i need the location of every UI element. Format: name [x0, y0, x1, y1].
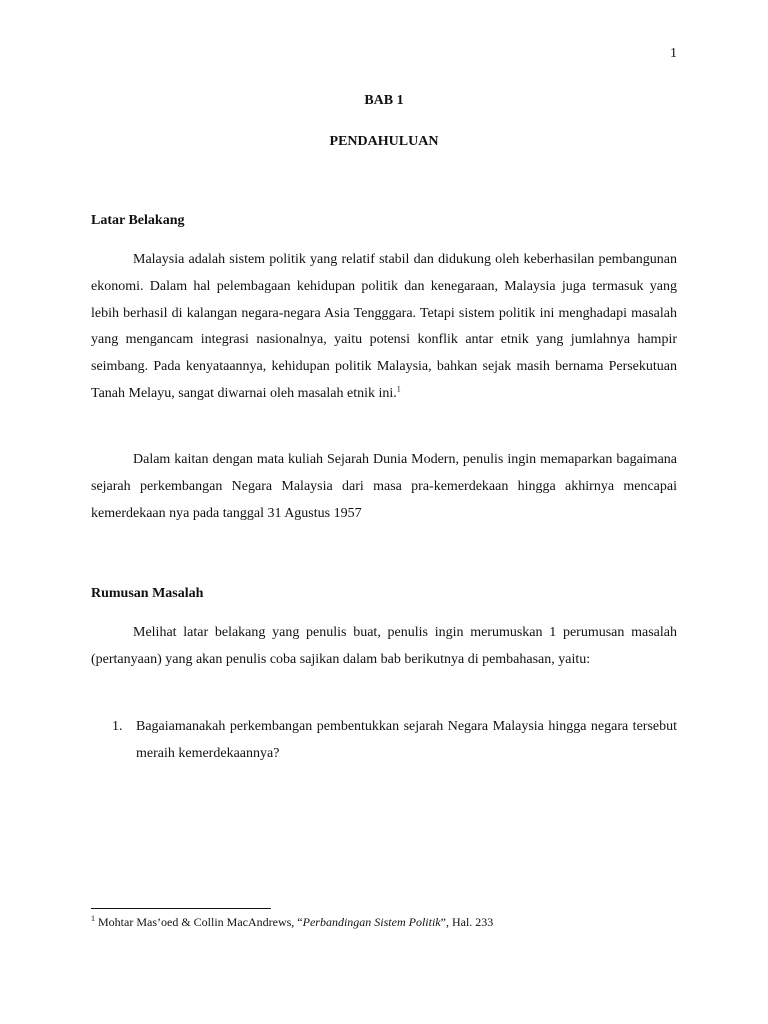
list-item-text: Bagaiamanakah perkembangan pembentukkan sejarah Negara Malaysia hingga negara tersebut meraih kemerdekaannya?	[136, 719, 677, 761]
chapter-title: PENDAHULUAN	[329, 134, 439, 149]
section-heading-rumusan-masalah: Rumusan Masalah	[91, 586, 204, 601]
footnote-divider	[91, 908, 271, 909]
paragraph-rumusan-masalah: Melihat latar belakang yang penulis buat, penulis ingin merumuskan 1 perumusan masalah (pertanyaan) yang akan penulis coba sajikan dalam bab berikutnya di pembahasan, yaitu:	[91, 625, 677, 667]
footnote-title: Perbandingan Sistem Politik	[302, 915, 441, 929]
page-number: 1	[670, 46, 677, 61]
paragraph-latar-belakang-2: Dalam kaitan dengan mata kuliah Sejarah Dunia Modern, penulis ingin memaparkan bagaimana sejarah perkembangan Negara Malaysia dari masa pra-kemerdekaan hingga akhirnya mencapai kemerdekaan nya pada tanggal 31 Agustus 1957	[91, 452, 677, 521]
footnote-author: Mohtar Mas’oed & Collin MacAndrews, “	[98, 915, 303, 929]
problem-list	[91, 714, 677, 768]
footnote-suffix: ”, Hal. 233	[440, 915, 494, 929]
paragraph-latar-belakang-1	[91, 247, 677, 408]
list-item-number: 1.	[112, 719, 123, 734]
footnote	[91, 915, 493, 930]
footnote-reference: 1	[396, 384, 401, 394]
list-item	[91, 714, 677, 768]
footnote-marker: 1	[91, 914, 95, 923]
paragraph-text: Malaysia adalah sistem politik yang relatif stabil dan didukung oleh keberhasilan pembangunan ekonomi. Dalam hal pelembagaan kehidupan politik dan kenegaraan, Malaysia juga termasuk yang lebih berhasil di kalangan negara-negara Asia Tengggara. Tetapi sistem politik ini menghadapi masalah yang mengancam integrasi nasionalnya, yaitu potensi konflik antar etnik yang jumlahnya hampir seimbang. Pada kenyataannya, kehidupan politik Malaysia, bahkan sejak masih bernama Persekutuan Tanah Melayu, sangat diwarnai oleh masalah etnik ini.	[91, 252, 677, 401]
section-heading-latar-belakang: Latar Belakang	[91, 213, 185, 228]
chapter-number: BAB 1	[364, 93, 404, 108]
